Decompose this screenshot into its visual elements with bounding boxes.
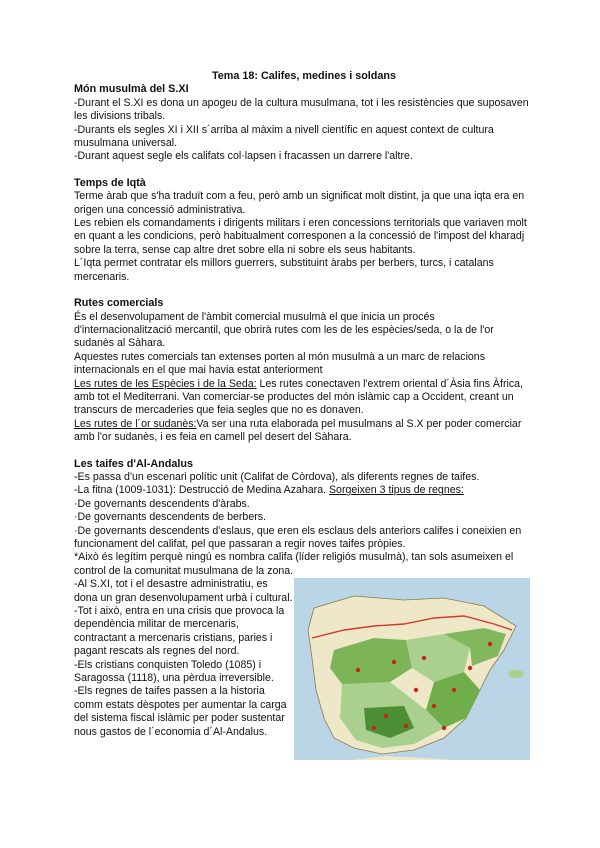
paragraph: És el desenvolupament de l'àmbit comercial musulmà el que inicia un procés d'internacionalització mercantil, que obrirà rutes com les de les espècies/seda, o la de l'or sudanès al Sàhara. [74, 310, 494, 350]
section-heading-iqta: Temps de Iqtà [74, 176, 146, 189]
paragraph: -Es passa d'un escenari polític unit (Califat de Còrdova), als diferents regnes de taifes. [74, 470, 480, 483]
document-page [74, 70, 534, 739]
paragraph [74, 484, 534, 497]
paragraph: -Els regnes de taifes passen a la historia comm estats dèspotes per aumentar la carga del sistema fiscal islàmic per poder sustentar nous gastos de l´economia d´Al-Andalus. [74, 685, 287, 738]
paragraph: L´Iqta permet contratar els millors guerrers, substituint àrabs per berbers, turcs, i catalans mercenaris. [74, 257, 494, 283]
section-heading-mon-musulma: Món musulmà del S.XI [74, 83, 189, 96]
underlined-term: Sorgeixen 3 tipus de regnes: [328, 484, 464, 497]
paragraph-text: Les rutes conectaven l'extrem oriental d´Àsia fins Àfrica, amb tot el Mediterrani. Van comerciar-se productes del món islàmic cap a Occident, creant un transcurs de mercaderies que feia segles que no es donaven. [74, 377, 523, 417]
paragraph: -Durants els segles XI i XII s´arriba al màxim a nivell científic en aquest context de cultura musulmana universal. [74, 123, 494, 150]
section-heading-rutes: Rutes comercials [74, 297, 164, 310]
paragraph: -Durant el S.XI es dona un apogeu de la cultura musulmana, tot i les resistències que suposaven les divisions tribals. [74, 96, 529, 123]
paragraph: Terme àrab que s'ha traduït com a feu, però amb un significat molt distint, ja que una iqta era en origen una concessió administrativa. [74, 190, 525, 216]
text-with-map [74, 578, 534, 739]
paragraph [74, 378, 534, 418]
underlined-term: Les rutes de l´or sudanès: [74, 417, 197, 430]
page-title: Tema 18: Califes, medines i soldans [211, 70, 397, 82]
paragraph: ·De governants descendents d'àrabs. [74, 497, 250, 510]
paragraph: Les rebien els comandaments i dirigents militars i eren concessions territorials que variaven molt en quant a les condicions, però habitualment corresponen a la concessió de l'impost del kharadj sobre la terra, sense cap altre dret sobre ella ni sobre els seus habitants. [74, 217, 527, 256]
taifas-map-image [294, 578, 530, 760]
paragraph-text: Va ser una ruta elaborada pel musulmans al S.X per poder comerciar amb l'or sudanès, i es feia en camell pel desert del Sàhara. [74, 417, 522, 444]
paragraph: -Al S.XI, tot i el desastre administratiu, es dona un gran desenvolupament urbà i cultural. [74, 578, 293, 604]
paragraph: -Els cristians conquisten Toledo (1085) i Saragossa (1118), una pèrdua irreversible. [74, 658, 274, 685]
section-heading-taifes: Les taifes d'Al-Andalus [74, 457, 193, 470]
balearic-islands [508, 670, 524, 678]
paragraph: *Això és legítim perquè ningú es nombra califa (líder religiós musulmà), tan sols asumeixen el control de la comunitat musulmana de la zona. [74, 551, 514, 577]
paragraph-text: -La fitna (1009-1031): Destrucció de Medina Azahara. [74, 484, 329, 497]
paragraph: Aquestes rutes comercials tan extenses porten al món musulmà a un marc de relacions internacionals en el que mai havia estat anteriorment [74, 350, 485, 377]
paragraph: -Durant aquest segle els califats col·lapsen i fracassen un darrere l'altre. [74, 150, 413, 163]
paragraph: -Tot i això, entra en una crisis que provoca la dependència militar de mercenaris, contractant a mercenaris cristians, paries i pagant rescats als regnes del nord. [74, 605, 285, 658]
underlined-term: Les rutes de les Espècies i de la Seda: [74, 377, 257, 390]
paragraph: ·De governants descendents de berbers. [74, 511, 266, 524]
paragraph: ·De governants descendents d'eslaus, que eren els esclaus dels anteriors califes i coneixien en funcionament del califat, pel que passaran a regir noves taifes pròpies. [74, 524, 522, 550]
paragraph [74, 418, 534, 445]
